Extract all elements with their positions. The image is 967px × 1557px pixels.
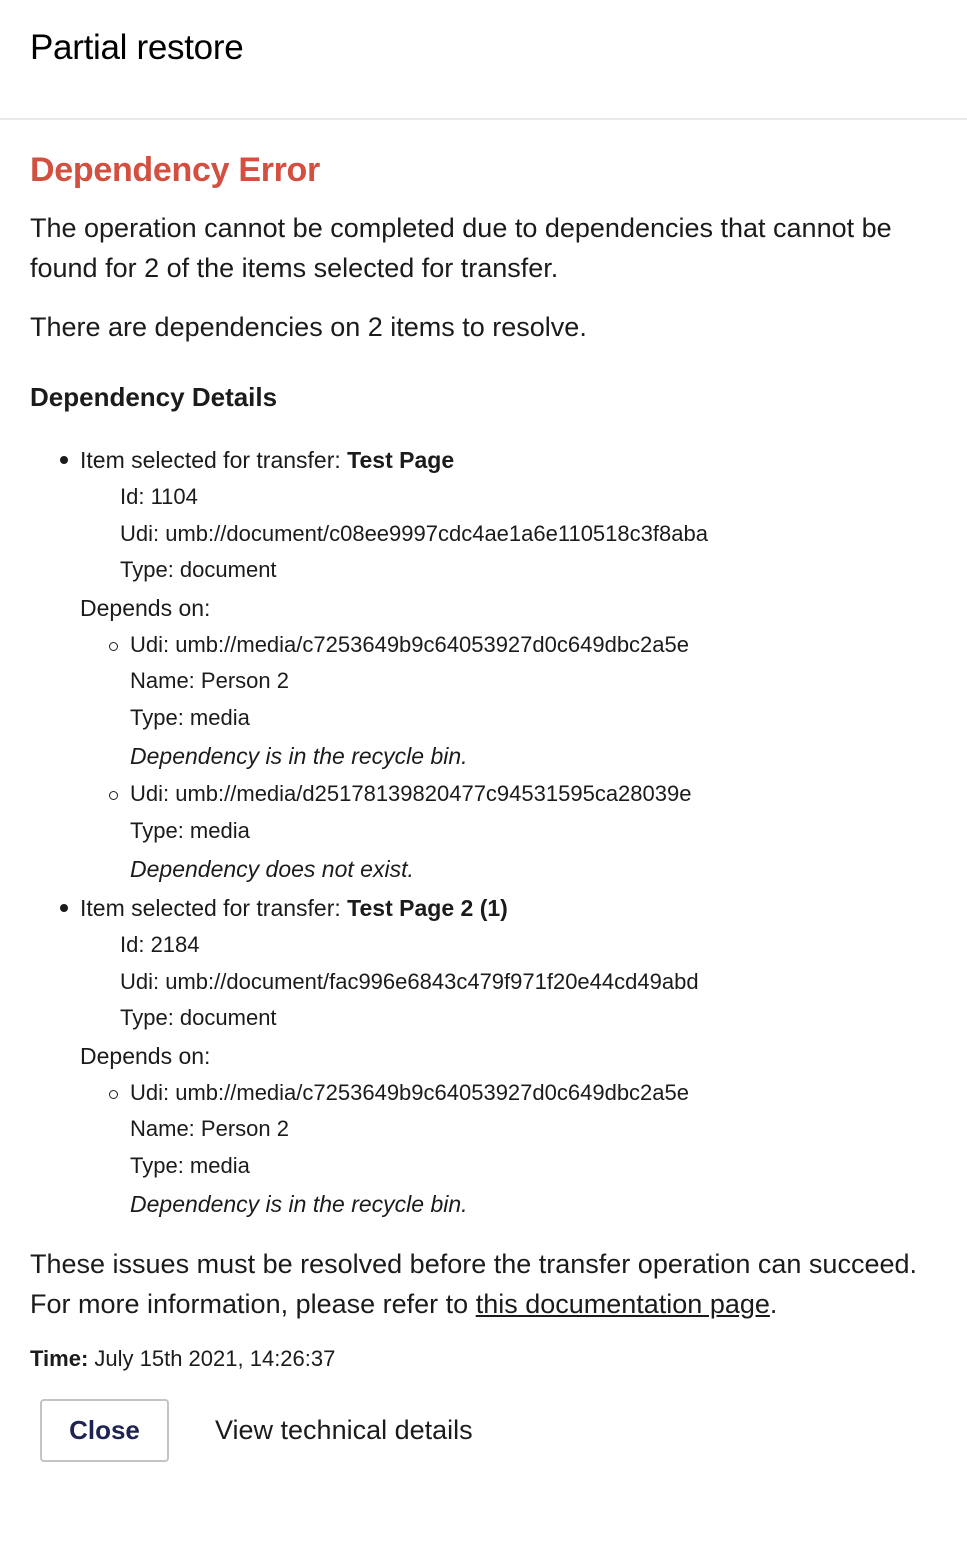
documentation-link[interactable]: this documentation page — [475, 1289, 770, 1319]
dependency-note: Dependency does not exist. — [130, 856, 414, 882]
dependency-type: Type: media — [130, 704, 250, 730]
dependency-note: Dependency is in the recycle bin. — [130, 743, 468, 769]
item-udi: Udi: umb://document/c08ee9997cdc4ae1a6e110518c3f8aba — [120, 520, 708, 546]
item-prefix: Item selected for transfer: — [80, 895, 348, 921]
item-type: Type: document — [120, 557, 277, 582]
dependency-entry — [130, 776, 937, 889]
resolution-text-end: . — [769, 1289, 778, 1319]
dependency-name: Name: Person 2 — [130, 668, 289, 693]
dependency-item-list — [30, 441, 937, 1224]
bullet-icon — [60, 904, 68, 912]
dependency-udi: Udi: umb://media/d25178139820477c94531595ca28039e — [130, 781, 692, 806]
error-title: Dependency Error — [30, 151, 320, 189]
dependency-udi: Udi: umb://media/c7253649b9c64053927d0c649dbc2a5e — [130, 1079, 689, 1105]
item-name: Test Page 2 (1) — [347, 895, 508, 921]
dependency-entry — [130, 627, 937, 777]
depends-on-label: Depends on: — [80, 594, 211, 621]
close-button[interactable]: Close — [40, 1399, 169, 1462]
item-type: Type: document — [120, 1005, 277, 1030]
item-prefix: Item selected for transfer: — [80, 447, 348, 473]
dialog-header — [0, 0, 967, 120]
view-technical-details-link[interactable]: View technical details — [215, 1415, 473, 1445]
resolution-message — [30, 1244, 937, 1324]
circle-bullet-icon — [109, 1090, 118, 1099]
time-value: July 15th 2021, 14:26:37 — [88, 1346, 336, 1371]
item-title-line — [80, 441, 937, 479]
error-summary: There are dependencies on 2 items to resolve. — [30, 312, 587, 342]
dependency-details-heading: Dependency Details — [30, 382, 278, 412]
dependency-note: Dependency is in the recycle bin. — [130, 1191, 468, 1217]
dialog-actions — [30, 1399, 937, 1462]
item-meta — [80, 927, 937, 1037]
dependency-udi: Udi: umb://media/c7253649b9c64053927d0c649dbc2a5e — [130, 631, 689, 657]
dependency-entry — [130, 1075, 937, 1225]
dependency-list — [80, 1075, 937, 1225]
item-meta — [80, 479, 937, 589]
circle-bullet-icon — [109, 791, 118, 800]
dependency-name: Name: Person 2 — [130, 1116, 289, 1141]
error-message: The operation cannot be completed due to dependencies that cannot be found for 2 of the items selected for transfer. — [30, 213, 892, 283]
dialog-content — [0, 150, 967, 1462]
depends-on-label: Depends on: — [80, 1042, 211, 1069]
dependency-type: Type: media — [130, 817, 250, 843]
resolution-text: These issues must be resolved before the transfer operation can succeed. For more information, please refer to — [30, 1249, 917, 1319]
dialog-title: Partial restore — [30, 28, 244, 67]
time-label: Time: — [30, 1346, 89, 1371]
item-udi: Udi: umb://document/fac996e6843c479f971f20e44cd49abd — [120, 968, 699, 994]
dependency-item — [80, 889, 937, 1224]
dependency-list — [80, 627, 937, 890]
item-id: Id: 2184 — [120, 932, 200, 957]
dependency-type: Type: media — [130, 1152, 250, 1178]
circle-bullet-icon — [109, 642, 118, 651]
item-name: Test Page — [347, 447, 455, 473]
item-title-line — [80, 889, 937, 927]
timestamp — [30, 1342, 937, 1376]
dependency-item — [80, 441, 937, 889]
item-id: Id: 1104 — [120, 484, 198, 509]
bullet-icon — [60, 456, 68, 464]
